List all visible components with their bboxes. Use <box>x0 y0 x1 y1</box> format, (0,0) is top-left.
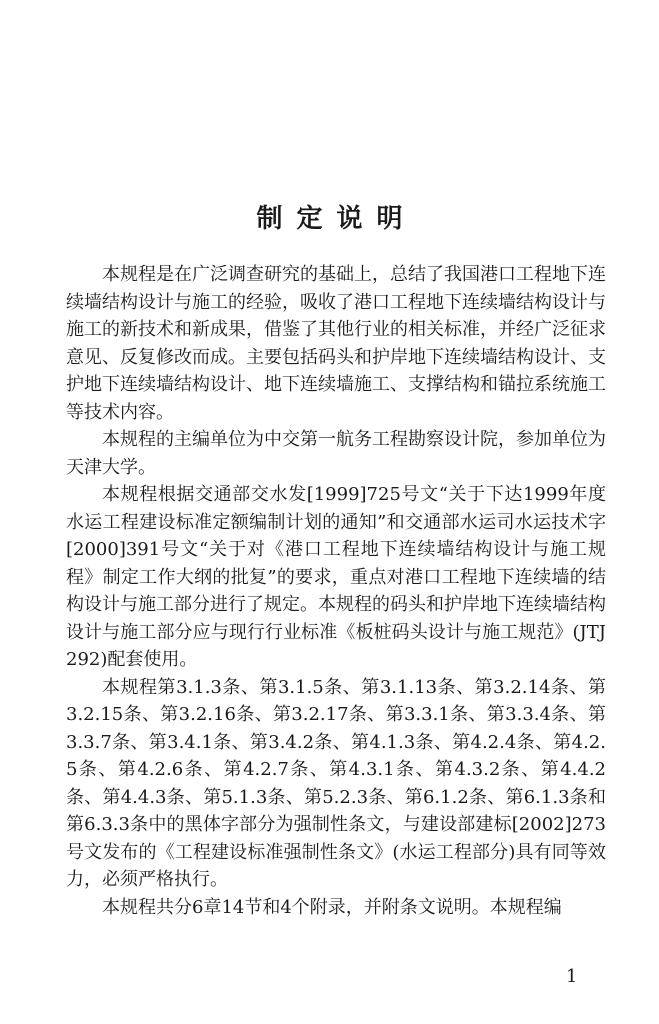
paragraph-overview: 本规程是在广泛调查研究的基础上，总结了我国港口工程地下连续墙结构设计与施工的经验，吸收了港口工程地下连续墙结构设计与施工的新技术和新成果，借鉴了其他行业的相关标准，并经广泛征求意见、反复修改而成。主要包括码头和护岸地下连续墙结构设计、支护地下连续墙结构设计、地下连续墙施工、支撑结构和锚拉系统施工等技术内容。 <box>66 264 606 423</box>
paragraph-structure: 本规程共分6章14节和4个附录，并附条文说明。本规程编 <box>102 896 562 918</box>
page-title: 制定说明 <box>256 204 417 234</box>
paragraph-basis: 本规程根据交通部交水发[1999]725号文“关于下达1999年度水运工程建设标准定额编制计划的通知”和交通部水运司水运技术字[2000]391号文“关于对《港口工程地下连续墙结构设计与施工规程》制定工作大纲的批复”的要求，重点对港口工程地下连续墙的结构设计与施工部分进行了规定。本规程的码头和护岸地下连续墙结构设计与施工部分应与现行行业标准《板桩码头设计与施工规范》(JTJ 292)配套使用。 <box>66 484 606 670</box>
paragraph-editors: 本规程的主编单位为中交第一航务工程勘察设计院，参加单位为天津大学。 <box>66 429 606 478</box>
body-text <box>66 261 606 921</box>
paragraph-mandatory-clauses: 本规程第3.1.3条、第3.1.5条、第3.1.13条、第3.2.14条、第3.2.15条、第3.2.16条、第3.2.17条、第3.3.1条、第3.3.4条、第3.3.7条、第3.4.1条、第3.4.2条、第4.1.3条、第4.2.4条、第4.2.5条、第4.2.6条、第4.2.7条、第4.3.1条、第4.3.2条、第4.4.2条、第4.4.3条、第5.1.3条、第5.2.3条、第6.1.2条、第6.1.3条和第6.3.3条中的黑体字部分为强制性条文，与建设部建标[2002]273号文发布的《工程建设标准强制性条文》(水运工程部分)具有同等效力，必须严格执行。 <box>66 676 606 890</box>
page-number: 1 <box>566 966 578 987</box>
